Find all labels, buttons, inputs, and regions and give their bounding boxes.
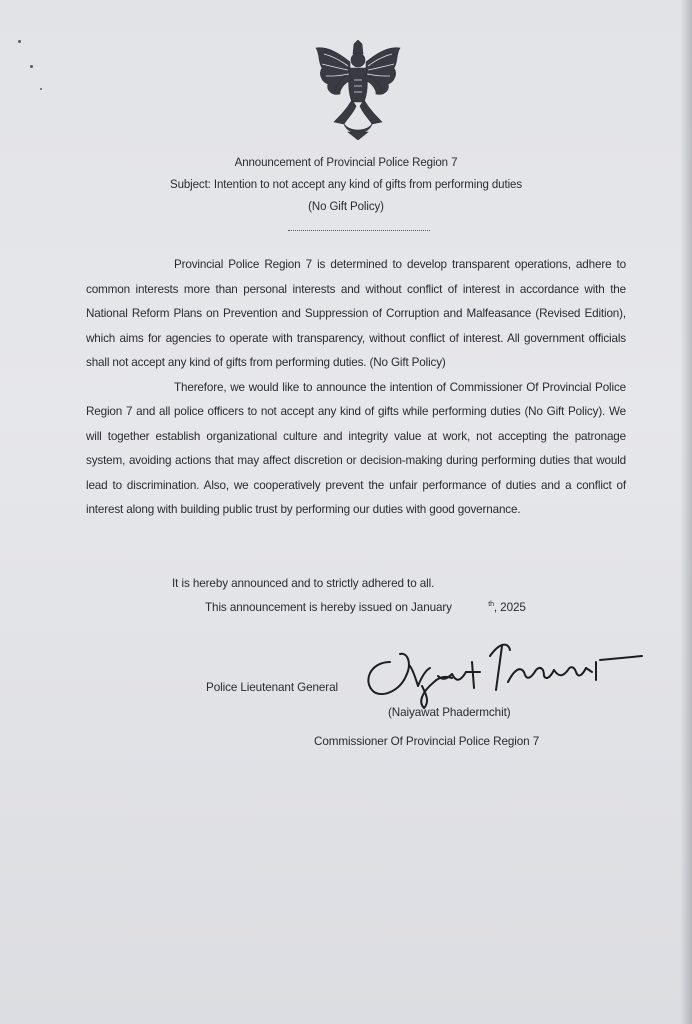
announcement-header xyxy=(0,152,692,218)
issued-year: , 2025 xyxy=(493,601,526,614)
issued-day-suffix: th xyxy=(488,601,494,609)
announce-line: It is hereby announced and to strictly adhered to all. xyxy=(172,577,435,590)
paragraph-1: Provincial Police Region 7 is determined to develop transparent operations, adhere to common interests more than personal interests and without conflict of interest in accordance with the National Reform Plans on Prevention and Suppression of Corruption and Malfeasance (Revised Edition), which aims for agencies to operate with transparency, without conflict of interest. All government officials shall not accept any kind of gifts from performing duties. (No Gift Policy) xyxy=(86,258,626,369)
signer-rank: Police Lieutenant General xyxy=(206,681,338,694)
speck xyxy=(30,65,33,68)
paragraph-2: Therefore, we would like to announce the intention of Commissioner Of Provincial Police Region 7 and all police officers to not accept any kind of gifts while performing duties (No Gift Policy). We will together establish organizational culture and integrity value at work, not accepting the patronage system, avoiding actions that may affect discretion or decision-making during performing duties that would lead to discrimination. Also, we cooperatively prevent the unfair performance of duties and a conflict of interest along with building public trust by performing our duties with good governance. xyxy=(86,380,626,516)
header-policy: (No Gift Policy) xyxy=(308,201,384,213)
signer-name: (Naiyawat Phadermchit) xyxy=(388,706,511,719)
handwritten-signature-icon xyxy=(360,632,655,712)
garuda-emblem-icon xyxy=(310,40,406,140)
issued-prefix: This announcement is hereby issued on January xyxy=(205,601,452,614)
issued-date-line xyxy=(205,601,526,614)
speck xyxy=(18,40,21,43)
announcement-body xyxy=(86,253,626,523)
header-title: Announcement of Provincial Police Region 7 xyxy=(234,157,458,169)
speck xyxy=(40,88,42,90)
signer-title: Commissioner Of Provincial Police Region 7 xyxy=(314,735,540,748)
header-divider xyxy=(288,230,430,231)
header-subject: Subject: Intention to not accept any kind of gifts from performing duties xyxy=(170,179,522,191)
